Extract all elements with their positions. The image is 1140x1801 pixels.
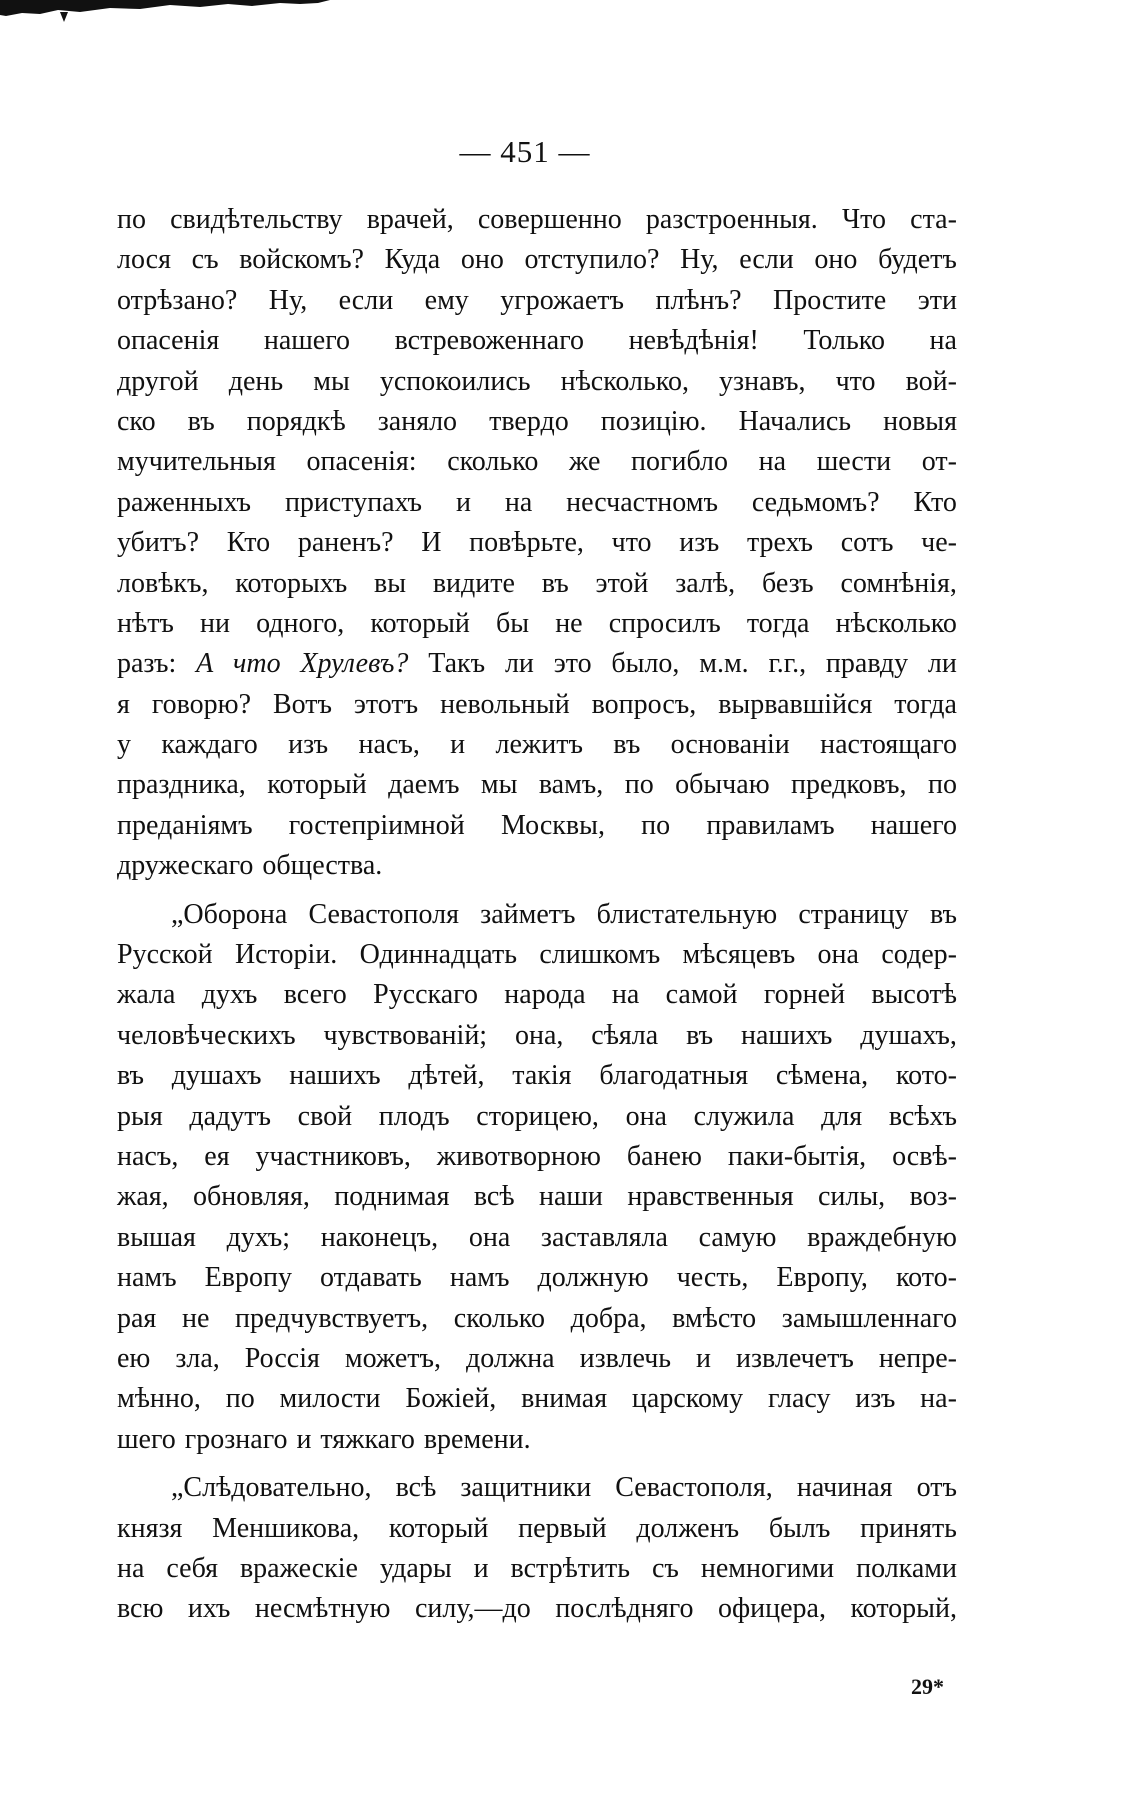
text-line: преданіямъ гостепріимной Москвы, по правиламъ нашего bbox=[117, 809, 957, 841]
text-line: на себя вражескіе удары и встрѣтить съ немногими полками bbox=[117, 1552, 957, 1584]
text-line: ею зла, Россія можетъ, должна извлечь и извлечетъ непре- bbox=[117, 1342, 957, 1374]
body-text bbox=[117, 200, 957, 1630]
text-line: лося съ войскомъ? Куда оно отступило? Ну, если оно будетъ bbox=[117, 244, 957, 276]
text-line: у каждаго изъ насъ, и лежитъ въ основаніи настоящаго bbox=[117, 729, 957, 761]
text-line: шего грознаго и тяжкаго времени. bbox=[117, 1423, 531, 1455]
paragraph bbox=[117, 895, 957, 1460]
text-line: по свидѣтельству врачей, совершенно разстроенныя. Что ста- bbox=[117, 204, 957, 235]
text-line: „Оборона Севастополя займетъ блистательную страницу въ bbox=[171, 898, 957, 930]
text-line: ловѣкъ, которыхъ вы видите въ этой залѣ, безъ сомнѣнія, bbox=[117, 567, 957, 599]
paragraph bbox=[117, 1468, 957, 1630]
text-line: другой день мы успокоились нѣсколько, узнавъ, что вой- bbox=[117, 365, 957, 397]
text-line: я говорю? Вотъ этотъ невольный вопросъ, вырвавшійся тогда bbox=[117, 688, 957, 720]
text-line: человѣческихъ чувствованій; она, сѣяла въ нашихъ душахъ, bbox=[117, 1019, 957, 1051]
text-line: насъ, ея участниковъ, животворною банею паки-бытія, освѣ- bbox=[117, 1140, 957, 1172]
text-line: ско въ порядкѣ заняло твердо позицію. Начались новыя bbox=[117, 405, 957, 437]
text-line: жая, обновляя, поднимая всѣ наши нравственныя силы, воз- bbox=[117, 1181, 957, 1213]
paragraph bbox=[117, 200, 957, 887]
torn-edge-mark bbox=[0, 0, 330, 22]
text-line: дружескаго общества. bbox=[117, 850, 383, 882]
text-line: рыя дадутъ свой плодъ сторицею, она служила для всѣхъ bbox=[117, 1100, 957, 1132]
text-line: жала духъ всего Русскаго народа на самой горней высотѣ bbox=[117, 979, 957, 1011]
text-line: опасенія нашего встревоженнаго невѣдѣнія! Только на bbox=[117, 325, 957, 357]
text-line: всю ихъ несмѣтную силу,—до послѣдняго офицера, который, bbox=[117, 1593, 957, 1625]
text-line: отрѣзано? Ну, если ему угрожаетъ плѣнъ? Простите эти bbox=[117, 284, 957, 316]
text-line: разъ: А что Хрулевъ? Такъ ли это было, м.м. г.г., правду ли bbox=[117, 648, 957, 680]
text-line: нѣтъ ни одного, который бы не спросилъ тогда нѣсколько bbox=[117, 607, 957, 639]
text-line: „Слѣдовательно, всѣ защитники Севастополя, начиная отъ bbox=[171, 1472, 957, 1504]
text-line: мучительныя опасенія: сколько же погибло на шести от- bbox=[117, 446, 957, 478]
text-line: раженныхъ приступахъ и на несчастномъ седьмомъ? Кто bbox=[117, 486, 957, 518]
text-line: въ душахъ нашихъ дѣтей, такія благодатныя сѣмена, кото- bbox=[117, 1060, 957, 1092]
text-line: вышая духъ; наконецъ, она заставляла самую враждебную bbox=[117, 1221, 957, 1253]
signature-mark: 29* bbox=[911, 1674, 944, 1699]
page-number: — 451 — bbox=[459, 134, 591, 169]
text-line: праздника, который даемъ мы вамъ, по обычаю предковъ, по bbox=[117, 769, 957, 801]
text-line: мѣнно, по милости Божіей, внимая царскому гласу изъ на- bbox=[117, 1383, 957, 1415]
text-line: убитъ? Кто раненъ? И повѣрьте, что изъ трехъ сотъ че- bbox=[117, 527, 957, 559]
text-line: намъ Европу отдавать намъ должную честь, Европу, кото- bbox=[117, 1262, 957, 1294]
text-line: Русской Исторіи. Одиннадцать слишкомъ мѣсяцевъ она содер- bbox=[117, 939, 957, 971]
text-line: рая не предчувствуетъ, сколько добра, вмѣсто замышленнаго bbox=[117, 1302, 957, 1334]
text-line: князя Меншикова, который первый долженъ былъ принять bbox=[117, 1512, 957, 1544]
